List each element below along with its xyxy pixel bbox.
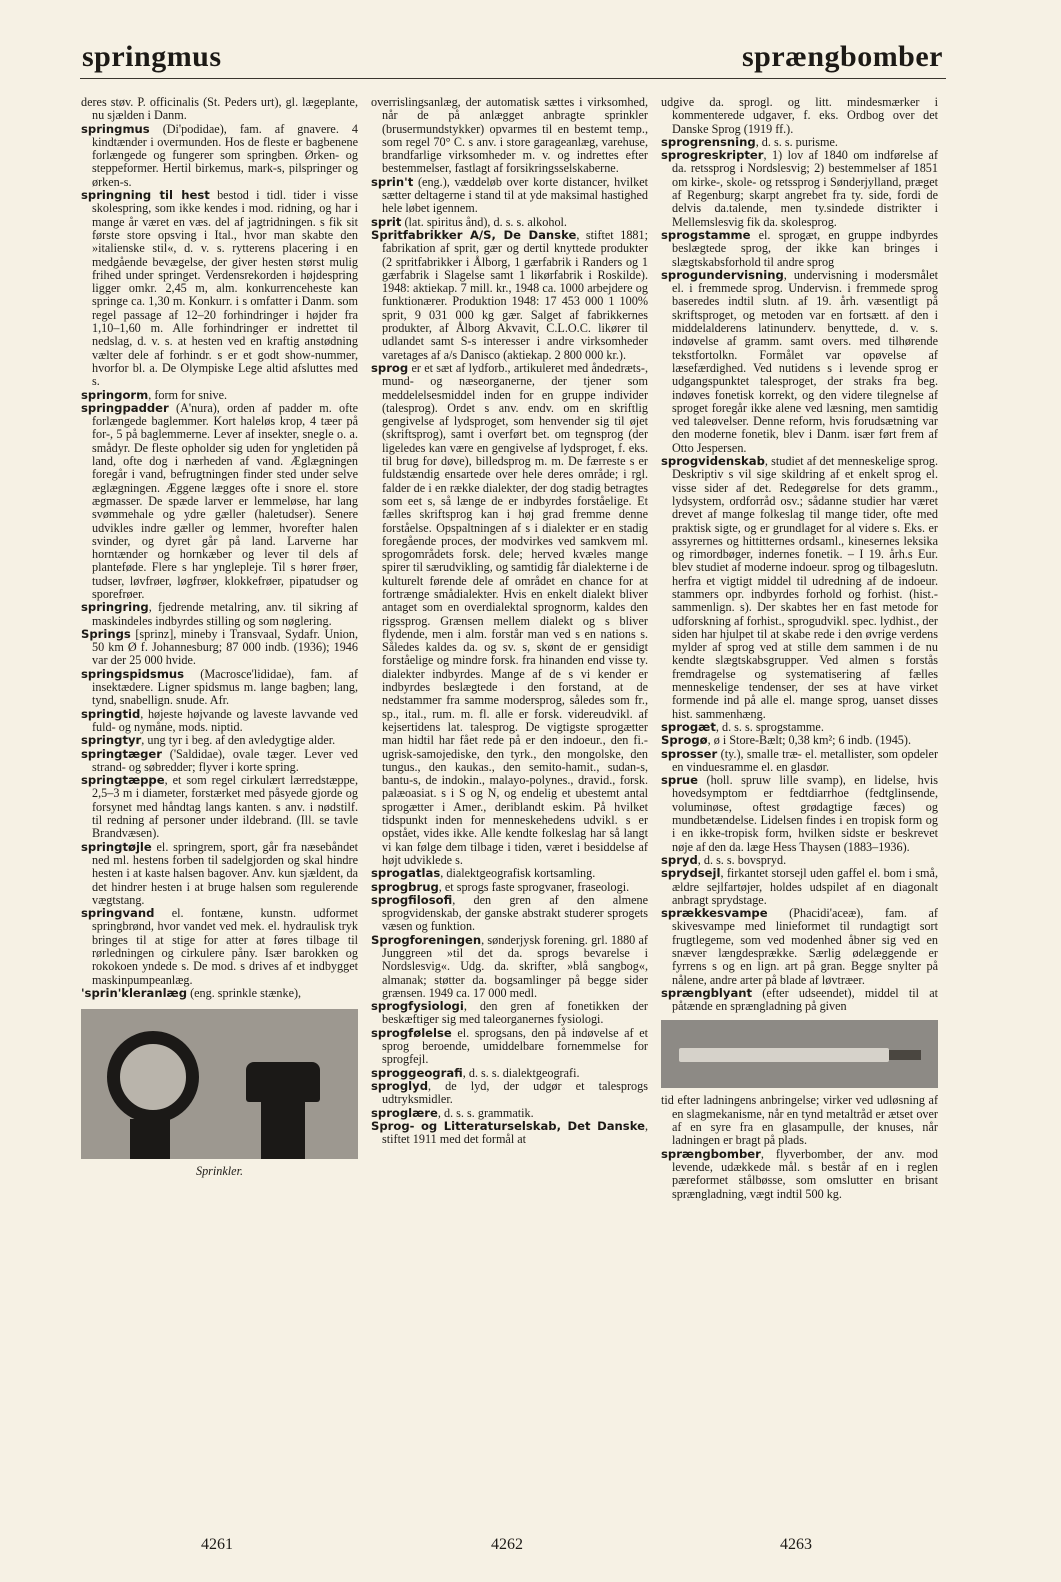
- dictionary-entry: [81, 841, 358, 907]
- dictionary-entry: [371, 96, 648, 176]
- sprinkler-head: [246, 1062, 320, 1102]
- figure-caption: Sprinkler.: [195, 1164, 244, 1179]
- entry-text: , stiftet 1881; fabrikation af sprit, gær og dertil knyttede produkter (2 spritfabrikker i Ålborg, 1 gærfabrik i Randers og 1 gærfabrik i Slagelse samt 1 likørfabrik i Roskilde). 1948: aktiekap. 7 mill. kr., 1948 ca. 1000 arbejdere og funktionærer. Produktion 1948: 17 453 000 1 100% sprit, 9 031 000 kg gær. Salget af fabrikkernes produkter, af Ålborg Akvavit, C.L.O.C. likører til udlandet samt S-s interesser i andre virksomheder varetages af a/s Danisco (aktiekap. 2 800 000 kr.).: [382, 227, 648, 362]
- entry-headword: Sprogø: [661, 733, 708, 748]
- entry-text: (Di'podidae), fam. af gnavere. 4 kindtænder i overmunden. Hos de fleste er bagbenene forlængede og fungerer som springben. Ørken- og steppeformer. Hertil birkemus, mark-s, pilspringer og ørken-s.: [92, 121, 358, 189]
- entry-headword: Spritfabrikker A/S, De Danske: [371, 227, 577, 242]
- pencil-tip: [889, 1050, 921, 1060]
- entry-text: udgive da. sprogl. og litt. mindesmærker i kommenterede udgaver, f. eks. Ordbog over det Danske Sprog (1919 ff.).: [661, 96, 938, 136]
- entry-headword: springmus: [81, 121, 150, 136]
- entry-headword: Sprogforeningen: [371, 932, 482, 947]
- header-rule: [80, 78, 946, 79]
- entry-text: (Macrosce'lididae), fam. af insektædere. Ligner spidsmus m. lange bagben; lang, tynd, snabellign. snude. Afr.: [92, 666, 358, 708]
- dictionary-entry: [81, 601, 358, 628]
- dictionary-entry: [81, 734, 358, 747]
- entry-text: , d. s. s. dialektgeografi.: [462, 1065, 580, 1080]
- entry-headword: spryd: [661, 852, 698, 867]
- dictionary-entry: [371, 934, 648, 1000]
- entry-headword: sprue: [661, 773, 699, 788]
- column-2-entries: [371, 96, 648, 1146]
- entry-text: el. springrem, sport, går fra næsebåndet ned ml. hestens forben til sadelgjorden og skal hindre hesten i at kaste halsen bagover. Anv. kun sjældent, da det hindrer hesten i at bruge halsen som regulerende vægtstang.: [92, 839, 358, 907]
- entry-text: ('Saldidae), ovale tæger. Lever ved strand- og søbredder; flyver i korte spring.: [92, 746, 358, 774]
- entry-text: (eng. sprinkle stænke),: [187, 985, 302, 1000]
- dictionary-entry: [81, 668, 358, 708]
- entry-text: deres støv. P. officinalis (St. Peders urt), gl. lægeplante, nu sjælden i Danm.: [81, 96, 358, 123]
- entry-headword: springtyr: [81, 733, 142, 748]
- entry-text: , undervisning i modersmålet el. i fremmede sprog. Undervisn. i fremmede sprog baseredes indtil slutn. af 19. årh. væsentligt på skriftsproget, og metoden var en fortsætt. af den i middelalderens latinunderv. benyttede, d. v. s. indøvelse af gramm. samt overs. med tilhørende tekstfortolkn. Formålet var opøvelse af læsefærdighed. Ved nutidens s i levende sprog er udgangspunktet talesproget, der straks fra beg. indøves fonetisk korrekt, og den videre tilegnelse af sproget foregår ikke alene ved læsning, men samtidig ved taleøvelser. Denne reform, hvis forudsætning var den moderne fonetik, blev i Danm. især ført frem af Otto Jespersen.: [672, 267, 938, 455]
- entry-text: , d. s. s. purisme.: [755, 134, 838, 149]
- entry-text: , form for snive.: [148, 387, 228, 402]
- dictionary-entry: [661, 774, 938, 854]
- entry-headword: sprækkesvampe: [661, 906, 768, 921]
- entry-headword: sprængbomber: [661, 1146, 761, 1161]
- dictionary-entry: [371, 867, 648, 880]
- entry-headword: sprin't: [371, 174, 414, 189]
- dictionary-entry: [371, 1080, 648, 1107]
- entry-text: (efter udseendet), middel til at påtænde en sprængladning på given: [672, 985, 938, 1014]
- entry-headword: springtæppe: [81, 773, 165, 788]
- dictionary-entry: [661, 96, 938, 136]
- entry-text: , d. s. s. bovspryd.: [697, 852, 787, 867]
- entry-text: , et som regel cirkulært lærredstæppe, 2,5–3 m i diameter, forstærket med påsyede gjorde og forsynet med håndtag langs kanten. s anv. i nødstilf. til redning af personer under ildebrand. (Ill. se tavle Brandvæsen).: [92, 773, 358, 841]
- dictionary-entry: [661, 987, 938, 1014]
- dictionary-entry: [81, 189, 358, 388]
- dictionary-entry: [81, 907, 358, 987]
- entry-headword: sprogreskripter: [661, 148, 764, 163]
- dictionary-entry: [81, 628, 358, 668]
- entry-text: , ø i Store-Bælt; 0,38 km²; 6 indb. (1945).: [707, 733, 912, 748]
- entry-headword: springvand: [81, 906, 155, 921]
- entry-headword: 'sprin'kleranlæg: [81, 985, 188, 1000]
- column-2: [371, 96, 648, 1526]
- entry-headword: sprogatlas: [371, 866, 441, 881]
- dictionary-entry: [81, 123, 358, 189]
- dictionary-entry: [661, 1148, 938, 1201]
- entry-headword: sprogfølelse: [371, 1025, 452, 1040]
- entry-headword: sprogfysiologi: [371, 999, 464, 1014]
- page-number-left: 4261: [201, 1536, 233, 1553]
- entry-headword: Sprog- og Litteraturselskab, Det Danske: [371, 1118, 645, 1133]
- entry-text: , de lyd, der udgør et talesprogs udtryksmidler.: [382, 1078, 648, 1107]
- dictionary-entry: [661, 149, 938, 229]
- entry-text: , 1) lov af 1840 om indførelse af da. retssprog i Nordslesvig; 2) bestemmelser af 1851 om kirke-, skole- og retssprog i Sønderjylland, præget af Regenburg; skarpt angrebet fra ty. side, fordi de delvis da.talende, men ty.sindede distrikter i Mellemslesvig fik da. skolesprog.: [672, 148, 938, 229]
- entry-text: , firkantet storsejl uden gaffel el. bom i små, ældre sejlfartøjer, holdes udspilet af en diagonalt anbragt sprydstage.: [672, 866, 938, 907]
- entry-headword: sprogvidenskab: [661, 454, 765, 469]
- entry-text: er et sæt af lydforb., artikuleret med åndedræts-, mund- og næseorganerne, der tjener som meddelelsesmiddel inden for en gruppe individer (talesprog). Ordet s anv. endv. om en skriftlig gengivelse af lydsproget, som henvender sig til øjet (skriftsprog), samt i overført bet. om tegnsprog (der ligeledes kan være en gengivelse af lydsproget, f. eks. til brug for døve), billedsprog m. m. De færreste s er fuldstændig ensartede over hele deres område; i rgl. falder de i en række dialekter, der dog stadig betragtes som eet s, så længe de er indbyrdes forståelige. Et fælles skriftsprog kan i høj grad fremme denne forståelse. Opspaltningen af s i dialekter er en stadig foregående proces, der modvirkes ved samkvem ml. sprogområdets forsk. dele; herved kvæles mange spirer til særudvikling, og samtidig får dialekterne i de kulturelt førende dele af området en chance for at fortrænge smådialekter. Hvis en enkelt dialekt bliver antaget som en overdialektal sprognorm, kaldes den rigssprog. Grænsen mellem dialekt og s bliver flydende, men i alm. forstår man ved s en nations s. Således kaldes da. og sv. s, skønt de er gensidigt forståelige og mindre forsk. fra hinanden end visse ty. dialekter indbyrdes. Mange af de s vi kender er indbyrdes beslægtede i den forstand, at de nedstammer fra samme modersprog, således som fr., sp., ital., rum. m. fl. alle er forsk. videreudvikl. af kejsertidens lat. talesprog. De vigtigste sprogætter man hidtil har fået rede på er den indoeur., den fi.-ugrisk-samojediske, den tyrk., den mongolske, den tungus., den kaukas., den semito-hamit., sudan-s, bantu-s, de indokin., malayo-polynes., dravid., forsk. palæoasiat. s i S og N, og endelig et ubestemt antal sprogætter i Amer., deriblandt eskim. På hvilket tidspunkt inden for menneskehedens udvikl. s er opstået, vides ikke. Alle kendte folkeslag har så langt vi kan følge dem tilbage i tiden, været i besiddelse af højt udviklede s.: [382, 360, 648, 867]
- entry-text: , dialektgeografisk kortsamling.: [440, 866, 596, 881]
- entry-text: , et sprogs faste sprogvaner, fraseologi.: [438, 879, 630, 894]
- entry-headword: sprosser: [661, 746, 718, 761]
- dictionary-entry: [371, 1107, 648, 1120]
- detonator-pencil-photo: [661, 1020, 938, 1088]
- entry-headword: sprit: [371, 214, 402, 229]
- dictionary-entry: [81, 389, 358, 402]
- dictionary-entry: [661, 721, 938, 734]
- entry-text: (Phacidi'aceæ), fam. af skivesvampe med linieformet til rundagtigt sort frugtlegeme, som ved modenhed åbner sig ved en snæver længdesprække. Særlig ødelæggende er fyrrens s og en lign. art på gran. Begge snylter på nålene, andre arter på blade af løvtræer.: [672, 906, 938, 987]
- entry-text: , fjedrende metalring, anv. til sikring af maskindeles indbyrdes stilling og som nøglering.: [92, 600, 358, 628]
- entry-text: tid efter ladningens anbringelse; virker ved udløsning af en slagmekanisme, når en tynd metaltråd er ætset over af en syre fra en glasampulle, der knuses, når ladningen er bragt på plads.: [661, 1093, 938, 1148]
- entry-text: [sprinz], mineby i Transvaal, Sydafr. Union, 50 km Ø f. Johannesburg; 87 000 indb. (1936); 1946 var der 25 000 hvide.: [92, 626, 358, 668]
- entry-headword: sprogrensning: [661, 134, 756, 149]
- entry-headword: springspidsmus: [81, 666, 185, 681]
- dictionary-entry: [81, 708, 358, 735]
- entry-headword: sproggeografi: [371, 1065, 463, 1080]
- entry-text: , sønderjysk forening. grl. 1880 af Junggreen »til det da. sprogs bevarelse i Nordslesvig«. Udg. da. skrifter, »blå sangbog«, almanak; støtter da. bogsamlinger på begge sider grænsen. 1949 ca. 17 000 medl.: [382, 932, 648, 1000]
- entry-headword: springtæger: [81, 746, 163, 761]
- dictionary-entry: [371, 881, 648, 894]
- dictionary-entry: [371, 229, 648, 362]
- entry-headword: sprogundervisning: [661, 267, 784, 282]
- dictionary-entry: [81, 402, 358, 601]
- dictionary-entry: [661, 907, 938, 987]
- sprinkler-photo: [81, 1009, 358, 1159]
- pencil-body: [679, 1048, 889, 1062]
- dictionary-entry: [661, 455, 938, 721]
- entry-text: , d. s. s. grammatik.: [437, 1105, 534, 1120]
- dictionary-entry: [81, 987, 358, 1000]
- dictionary-entry: [371, 176, 648, 216]
- entry-text: bestod i tidl. tider i visse skolespring, som ikke kendes i mod. ridning, og har i mange år været en væs. del af jagtridningen. s fik sit første store opsving i Ital., hvor man skabte den »italienske stil«, d. v. s. rytterens placering i en medgående bevægelse, der giver hesten størst mulig frihed under springet. Verdensrekorden i højdespring ligger omkr. 2,45 m, alm. konkurrenceheste kan springe ca. 1,30 m. Konkurr. i s omfatter i Danm. som regel passage af 12–20 forhindringer i højder fra 1,10–1,60 m. Alle forhindringer er indrettet til nedslag, d. v. s. at hesten ved en kraftig anstødning vælter dele af forhindr. s er et godt show-nummer, hvorfor bl. a. De Olympiske Lege altid afsluttes med s.: [92, 188, 358, 389]
- page-number-middle: 4262: [491, 1536, 523, 1553]
- entry-text: , studiet af det menneskelige sprog. Deskriptiv s vil sige skildring af et enkelt sprog el. visse sider af det. Redegørelse for dets gramm., lydsystem, ordforråd osv.; sådanne studier har været drevet af mange folkeslag til mange tider, ofte med praktisk sigte, og er grundlaget for al videre s. Eks. er assyrernes og hittitternes ordsaml., kinesernes leksika og rimordbøger, indernes fonetik. – I 19. årh.s Eur. blev studiet af moderne indoeur. sprog og tilbageslutn. herfra et vigtigt middel til udredning af de indoeur. stammers opr. indbyrdes forhold og forhist. (hist.-sammenlign. s). Der skabtes her en fast metode for udforskning af forhist., sprogudvikl. spec. lydhist., der siden har hjulpet til at skabe rede i den øvrige verdens mylder af sprog ved at stille dem sammen i de nu kendte slægtskabsgrupper. Ved almen s forstås fremdragelse og systematisering af fælles menneskelige tendenser, der ses at have virket formende ind på alle el. mange sprog, uanset disses hist. sammenhæng.: [672, 454, 938, 721]
- entry-text: , d. s. s. sprogstamme.: [715, 719, 824, 734]
- entry-headword: springning til hest: [81, 188, 210, 203]
- entry-headword: sprogbrug: [371, 879, 439, 894]
- column-1: [81, 96, 358, 1526]
- dictionary-entry: [661, 734, 938, 747]
- dictionary-entry: [371, 216, 648, 229]
- dictionary-entry: [661, 854, 938, 867]
- entry-text: el. sprogsans, den på indøvelse af et sprog beroende, umiddelbare fornemmelse for sprogfejl.: [382, 1025, 648, 1067]
- entry-text: el. fontæne, kunstn. udformet springbrønd, hvor vandet ved mek. el. hydraulisk tryk bringes til at stige for atter at føres tilbage til rørledningen og cirkulere påny. Især barokken og rokokoen yndede s. De mod. s drives af et indbygget maskinpumpeanlæg.: [92, 906, 358, 987]
- entry-text: , ung tyr i beg. af den avledygtige alder.: [141, 733, 336, 748]
- entry-text: , flyverbomber, der anv. mod levende, udækkede mål. s består af en i reglen pæreformet stålbøsse, som omslutter en brisant sprængladning, vægt indtil 500 kg.: [672, 1146, 938, 1201]
- page-number-right: 4263: [780, 1536, 812, 1553]
- sprinkler-stem: [130, 1119, 170, 1159]
- entry-headword: springpadder: [81, 400, 169, 415]
- running-head-left: springmus: [82, 40, 222, 73]
- sprinkler-ring: [107, 1031, 199, 1123]
- entry-headword: sprog: [371, 360, 409, 375]
- dictionary-entry: [81, 774, 358, 840]
- entry-text: , den gren af den almene sprogvidenskab, der ganske abstrakt studerer sprogets væsen og funktion.: [382, 892, 648, 934]
- dictionary-entry: [371, 1000, 648, 1027]
- column-3: [661, 96, 938, 1526]
- dictionary-entry: [371, 362, 648, 867]
- entry-text: (holl. spruw lille svamp), en lidelse, hvis hovedsymptom er fedtdiarrhoe (fedtglinsende, voluminøse, oftest grødagtige fæces) og mundbetændelse. Lidelsen findes i en tropisk form og i en ikke-tropisk form, hvilken sidste er beskrevet nøje af den da. læge Hess Thaysen (1883–1936).: [672, 773, 938, 854]
- dictionary-entry: [81, 748, 358, 775]
- dictionary-entry: [371, 894, 648, 934]
- entry-headword: Springs: [81, 626, 131, 641]
- entry-headword: sprogfilosofi: [371, 892, 453, 907]
- column-3-entries: [661, 96, 938, 1201]
- sprinkler-neck: [261, 1102, 305, 1159]
- dictionary-entry: [661, 748, 938, 775]
- entry-headword: sprydsejl: [661, 866, 721, 881]
- dictionary-entry: [661, 229, 938, 269]
- dictionary-entry: [81, 96, 358, 123]
- entry-text: (lat. spiritus ånd), d. s. s. alkohol.: [401, 214, 567, 229]
- entry-text: overrislingsanlæg, der automatisk sættes i virksomhed, når de på anlægget anbragte sprinkler (brusermundstykker) opvarmes til en bestemt temp., som regel 70° C. s anv. i store garageanlæg, varehuse, brandfarlige virksomheder m. v. og indrettes efter bestemmelser, fastlagt af forsikringsselskaberne.: [371, 96, 648, 176]
- entry-headword: sprængblyant: [661, 985, 753, 1000]
- entry-text: , den gren af fonetikken der beskæftiger sig med taleorganernes fysiologi.: [382, 999, 648, 1027]
- dictionary-entry: [661, 269, 938, 455]
- dictionary-entry: [371, 1067, 648, 1080]
- entry-text: (ty.), smalle træ- el. metallister, som opdeler en vinduesramme el. en glasdør.: [672, 746, 938, 774]
- entry-headword: springtid: [81, 706, 141, 721]
- entry-text: el. sprogæt, en gruppe indbyrdes beslægtede sprog, der ikke kan bringes i slægtskabsforhold til andre sprog: [672, 227, 938, 269]
- dictionary-entry: [661, 136, 938, 149]
- column-1-entries: [81, 96, 358, 1000]
- entry-headword: springtøjle: [81, 839, 152, 854]
- entry-headword: sproglære: [371, 1105, 438, 1120]
- entry-headword: sproglyd: [371, 1078, 429, 1093]
- entry-text: (eng.), væddeløb over korte distancer, hvilket sætter deltagerne i stand til at yde maksimal hastighed hele løbet igennem.: [382, 174, 648, 216]
- entry-headword: sprogstamme: [661, 227, 751, 242]
- entry-text: , højeste højvande og laveste lavvande ved fuld- og nymåne, mods. niptid.: [92, 706, 358, 734]
- entry-text: , stiftet 1911 med det formål at: [382, 1118, 648, 1147]
- entry-headword: springorm: [81, 387, 149, 402]
- entry-text: (A'nura), orden af padder m. ofte forlængede baglemmer. Kort haleløs krop, 4 tæer på for-, 5 på baglemmerne. Lever af insekter, snegle o. a. smådyr. De fleste opholder sig uden for yngletiden på land, ofte dog i nærheden af vand. Æglægningen foregår i vand, befrugtningen finder sted under selve æglægningen. Æggene lægges ofte i snore el. store ægmasser. De spæde larver er lemmeløse, har lang svømmehale og ydre gæller (haletudser). Senere udvikles indre gæller og lemmer, hvorefter halen svinder, og dyret går på land. Larverne har horntænder og hornkæber og lever til dels af planteføde. Flere s har ynglepleje. Til s hører frøer, tudser, løvfrøer, løgfrøer, klokkefrøer, pipatudser og sporefrøer.: [92, 400, 358, 601]
- running-head-right: sprængbomber: [741, 40, 943, 73]
- dictionary-entry: [371, 1120, 648, 1147]
- dictionary-entry: [661, 867, 938, 907]
- dictionary-entry: [661, 1094, 938, 1147]
- entry-headword: springring: [81, 600, 149, 615]
- entry-headword: sprogæt: [661, 719, 716, 734]
- dictionary-entry: [371, 1027, 648, 1067]
